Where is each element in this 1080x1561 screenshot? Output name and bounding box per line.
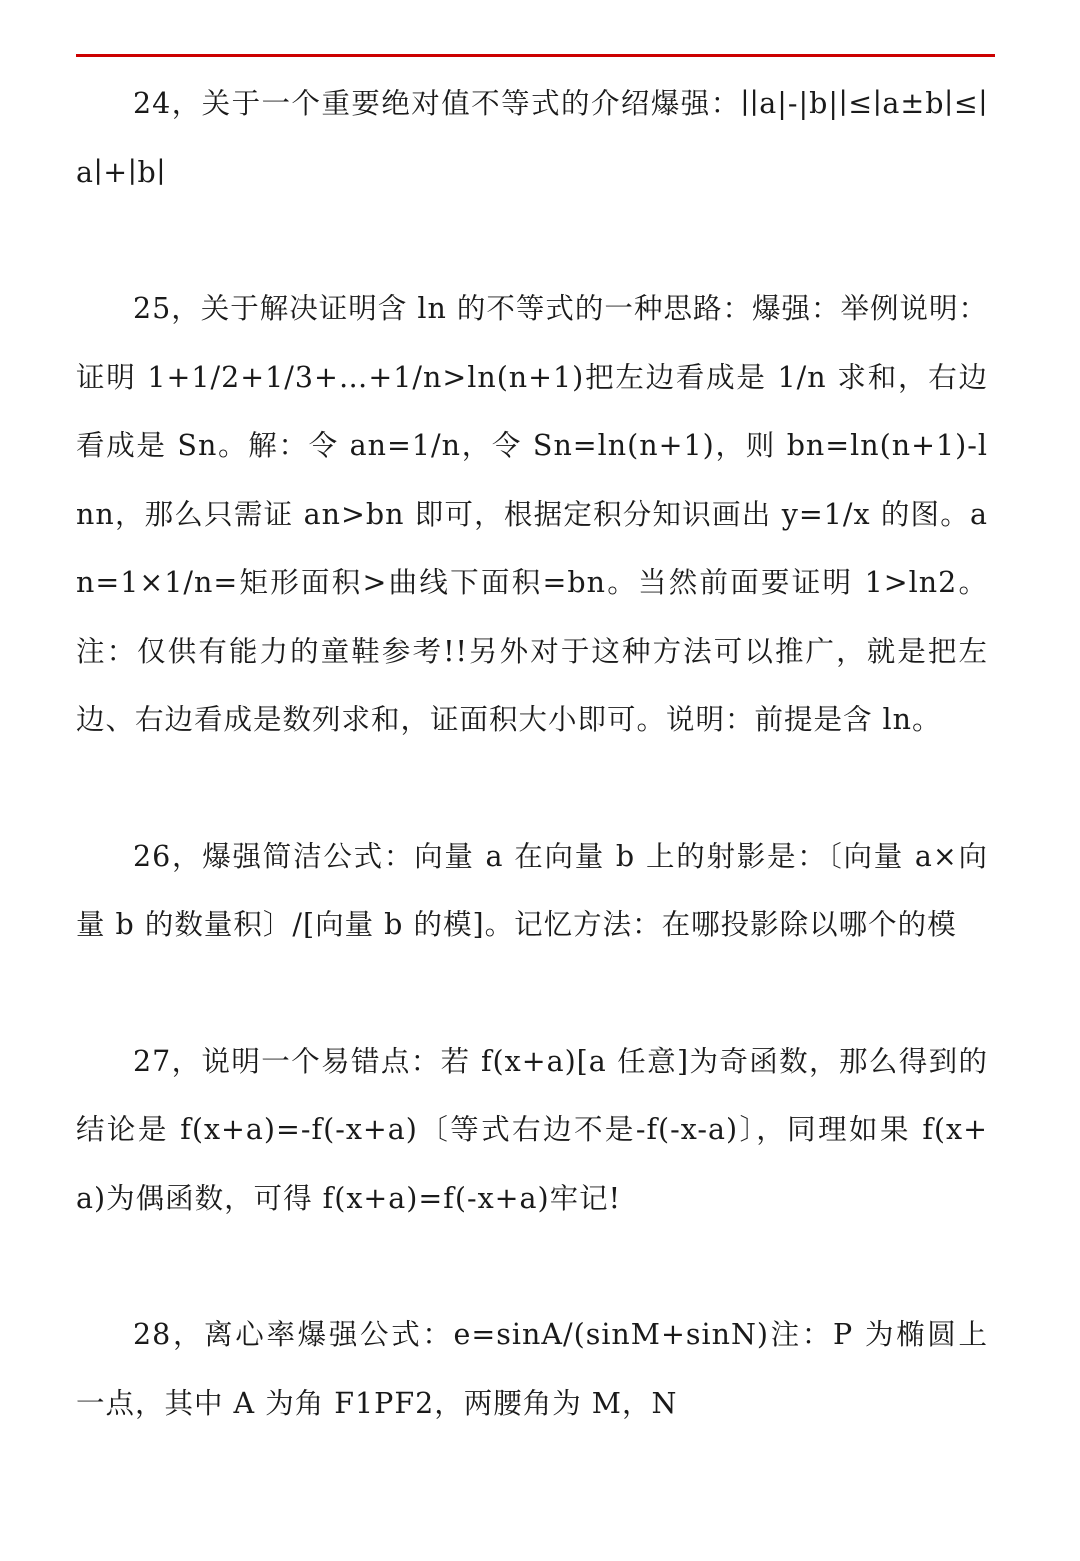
paragraph-25: 25，关于解决证明含 ln 的不等式的一种思路：爆强：举例说明：证明 1+1/2+1/3+…+1/n>ln(n+1)把左边看成是 1/n 求和，右边看成是 Sn。解：令 an=1/n，令 Sn=ln(n+1)，则 bn=ln(n+1)-lnn，那么只需证 an>bn 即可，根据定积分知识画出 y=1/x 的图。an=1×1/n=矩形面积>曲线下面积=bn。当然前面要证明 1>ln2。注：仅供有能力的童鞋参考!!另外对于这种方法可以推广，就是把左边、右边看成是数列求和，证面积大小即可。说明：前提是含 ln。 [76, 292, 988, 736]
paragraph-28: 28，离心率爆强公式：e=sinA/(sinM+sinN)注：P 为椭圆上一点，其中 A 为角 F1PF2，两腰角为 M，N [76, 1318, 988, 1420]
document-body [76, 70, 988, 1438]
paragraph-26: 26，爆强简洁公式：向量 a 在向量 b 上的射影是：〔向量 a×向量 b 的数量积〕/[向量 b 的模]。记忆方法：在哪投影除以哪个的模 [76, 839, 988, 941]
paragraph-27: 27，说明一个易错点：若 f(x+a)[a 任意]为奇函数，那么得到的结论是 f(x+a)=-f(-x+a)〔等式右边不是-f(-x-a)〕，同理如果 f(x+a)为偶函数，可得 f(x+a)=f(-x+a)牢记! [76, 1044, 988, 1215]
header-rule [76, 54, 995, 57]
paragraph-24: 24，关于一个重要绝对值不等式的介绍爆强：∣∣a|-|b|∣≤∣a±b∣≤∣a∣+∣b∣ [76, 87, 988, 189]
